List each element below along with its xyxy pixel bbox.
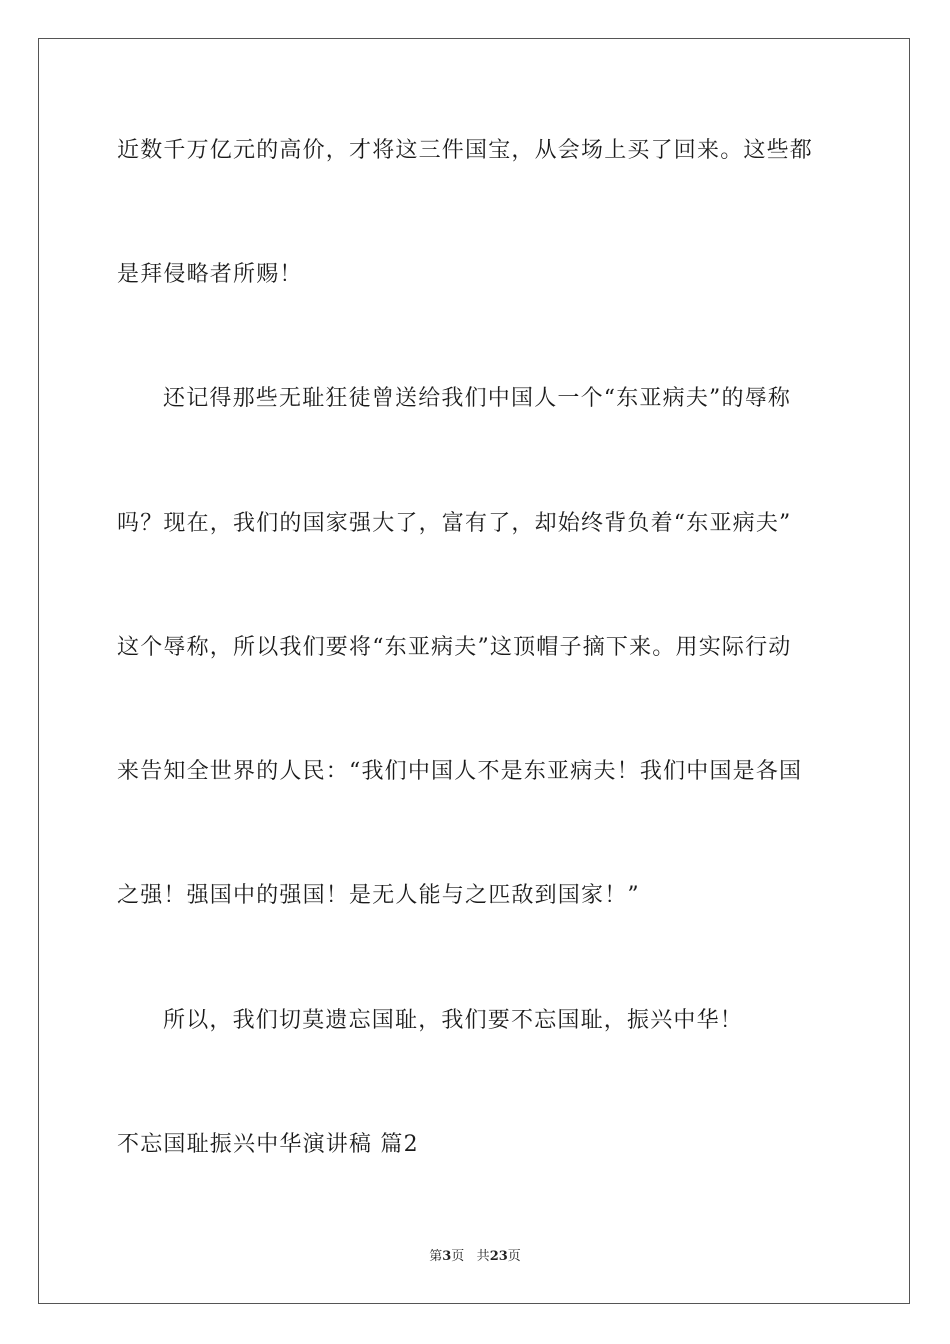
footer-prefix: 第 xyxy=(429,1249,443,1264)
paragraph-line-3: 还记得那些无耻狂徒曾送给我们中国人一个“东亚病夫”的辱称 xyxy=(163,386,792,411)
paragraph-line-2: 是拜侵略者所赐！ xyxy=(117,262,303,287)
paragraph-line-7: 之强！强国中的强国！是无人能与之匹敌到国家！” xyxy=(117,883,640,908)
paragraph-line-1: 近数千万亿元的高价，才将这三件国宝，从会场上买了回来。这些都 xyxy=(117,138,814,163)
paragraph-line-8: 所以，我们切莫遗忘国耻，我们要不忘国耻，振兴中华！ xyxy=(163,1008,744,1033)
footer-page-suffix: 页 xyxy=(451,1249,465,1264)
paragraph-line-6: 来告知全世界的人民：“我们中国人不是东亚病夫！我们中国是各国 xyxy=(117,759,803,784)
page-footer xyxy=(0,1248,950,1266)
paragraph-line-5: 这个辱称，所以我们要将“东亚病夫”这顶帽子摘下来。用实际行动 xyxy=(117,635,792,660)
footer-page-number: 3 xyxy=(442,1249,452,1264)
footer-total-prefix: 共 xyxy=(476,1249,490,1264)
page-border xyxy=(38,38,910,1304)
paragraph-line-4: 吗？现在，我们的国家强大了，富有了，却始终背负着“东亚病夫” xyxy=(117,511,792,536)
section-heading: 不忘国耻振兴中华演讲稿 篇2 xyxy=(117,1132,419,1157)
footer-total-suffix: 页 xyxy=(507,1249,521,1264)
footer-total-pages: 23 xyxy=(489,1249,508,1264)
